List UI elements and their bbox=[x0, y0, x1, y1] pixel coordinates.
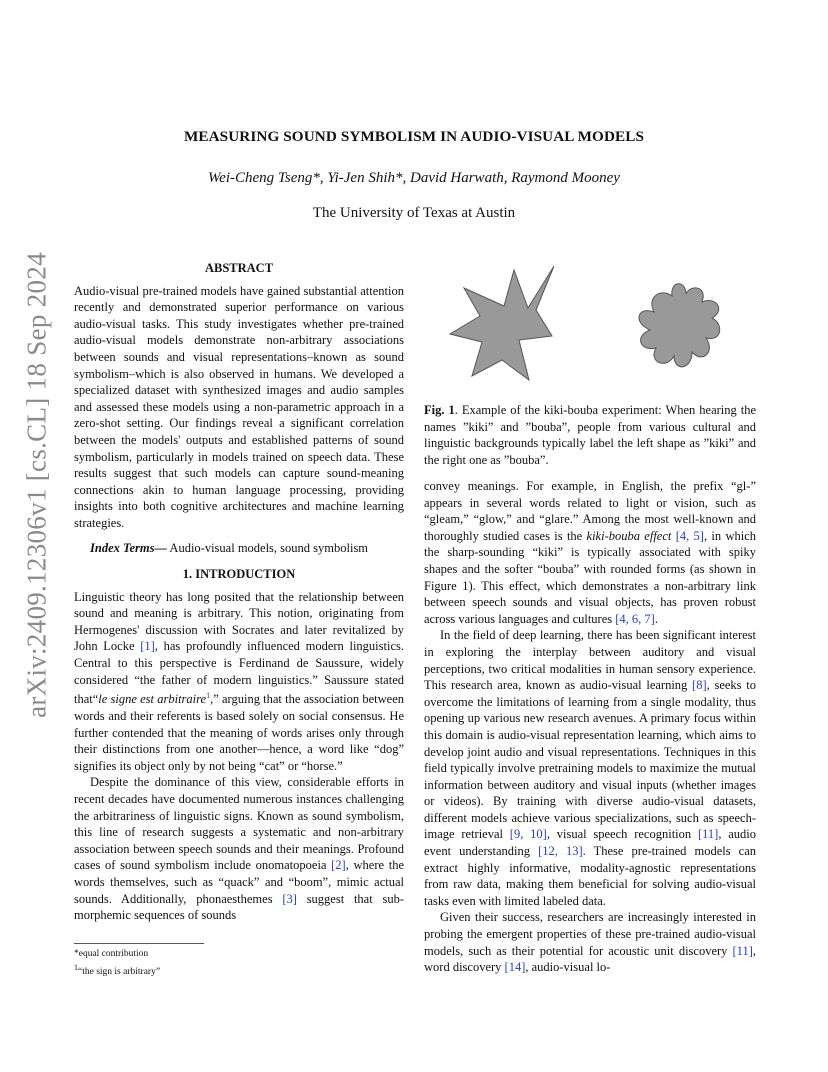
caption-label: Fig. 1 bbox=[424, 403, 455, 417]
citation-link[interactable]: [12, 13] bbox=[538, 844, 583, 859]
citation-link[interactable]: [1] bbox=[140, 639, 155, 654]
text-run: ,” arguing that the association between words and their referents is based solely on social consensus. He further contended that the meaning of words arises only through their distinctions from one another—hence, a word like “dog” signifies its object only by not being “cat” or “horse.” bbox=[74, 692, 404, 773]
left-column bbox=[74, 260, 404, 924]
text-run: In the field of deep learning, there has been significant interest in exploring the interplay between auditory and visual perceptions, two critical modalities in human sensory experience. This research area, known as audio-visual learning bbox=[424, 628, 756, 693]
intro-paragraph-2 bbox=[74, 774, 404, 923]
text-run: suggest that sub-morphemic sequences of sounds bbox=[74, 891, 404, 923]
citation-link[interactable]: [4, 5] bbox=[671, 528, 704, 543]
citation-link[interactable]: [3] bbox=[282, 891, 297, 906]
footnote-text: “the sign is arbitrary” bbox=[78, 967, 161, 978]
text-run: , visual speech recognition bbox=[546, 827, 698, 842]
footnote-link[interactable]: 1 bbox=[206, 691, 211, 701]
right-paragraph-1 bbox=[424, 478, 756, 627]
figure-shapes bbox=[424, 258, 756, 398]
text-run: , audio-visual lo- bbox=[525, 960, 611, 975]
text-run: Linguistic theory has long posited that the relationship between sound and meaning is arbitrary. This notion, originating from Hermogenes' discussion with Socrates and later revitalized by John Locke bbox=[74, 589, 404, 654]
kiki-bouba-term: kiki-bouba effect bbox=[586, 528, 672, 543]
kiki-bouba-figure bbox=[424, 258, 756, 398]
text-run: . bbox=[654, 611, 658, 626]
citation-link[interactable]: [11] bbox=[697, 827, 719, 842]
text-run: , audio event understanding bbox=[424, 827, 757, 859]
footnote-mark: 1 bbox=[74, 963, 78, 972]
right-paragraph-2 bbox=[424, 627, 756, 909]
affiliation: The University of Texas at Austin bbox=[312, 205, 516, 221]
footnote-equal-contribution: *equal contribution bbox=[74, 949, 149, 959]
citation-link[interactable]: [11] bbox=[732, 943, 753, 958]
kiki-spiky-shape bbox=[450, 266, 554, 380]
footnotes bbox=[74, 943, 404, 979]
text-run: , has profoundly influenced modern linguistics. Central to this perspective is Ferdinand de Saussure, widely considered “the father of modern linguistics.” Saussure stated that“ bbox=[74, 639, 404, 707]
text-run: Given their success, researchers are increasingly interested in probing the emergent properties of these pre-trained audio-visual models, such as their potential for acoustic unit discovery bbox=[424, 910, 756, 958]
author-list: Wei-Cheng Tseng*, Yi-Jen Shih*, David Harwath, Raymond Mooney bbox=[208, 170, 620, 186]
right-column bbox=[424, 478, 756, 976]
paper-title: MEASURING SOUND SYMBOLISM IN AUDIO-VISUAL MODELS bbox=[183, 128, 645, 145]
intro-paragraph-1 bbox=[74, 589, 404, 775]
citation-link[interactable]: [8] bbox=[692, 678, 707, 693]
text-run: , seeks to overcome the limitations of learning from a single modality, thus opening up various new research avenues. A primary focus within this domain is audio-visual representation learning, which aims to develop joint audio and visual representations. Techniques in this field typically involve pretraining models to maximize the mutual information between auditory and visual inputs (whether images or videos). By training with diverse audio-visual datasets, different models achieve various specializations, such as speech-image retrieval bbox=[424, 678, 756, 842]
latin-quote: le signe est arbitraire bbox=[98, 692, 207, 707]
footnote-1 bbox=[74, 961, 404, 979]
index-terms-text: Audio-visual models, sound symbolism bbox=[166, 540, 369, 555]
caption-text: . Example of the kiki-bouba experiment: When hearing the names ”kiki” and ”bouba”, people from various cultural and linguistic backgrounds typically label the left shape as ”kiki” and the right one as ”bouba”. bbox=[424, 403, 757, 467]
arxiv-identifier: arXiv:2409.12306v1 [cs.CL] 18 Sep 2024 bbox=[21, 252, 52, 718]
citation-link[interactable]: [9, 10] bbox=[509, 827, 547, 842]
citation-link[interactable]: [2] bbox=[331, 858, 346, 873]
text-run: . These pre-trained models can extract highly informative, modality-agnostic representations from raw data, making them beneficial for solving audio-visual tasks even with limited labeled data. bbox=[424, 844, 757, 908]
text-run: , where the words themselves, such as “quack” and “boom”, mimic actual sounds. Additionally, phonaesthemes bbox=[74, 858, 404, 906]
footnote-rule bbox=[74, 943, 204, 944]
citation-link[interactable]: [4, 6, 7] bbox=[615, 611, 655, 626]
index-terms bbox=[74, 540, 404, 557]
abstract-heading: ABSTRACT bbox=[204, 261, 274, 275]
text-run: Despite the dominance of this view, considerable efforts in recent decades have documented numerous instances challenging the arbitrariness of linguistic signs. Known as sound symbolism, this line of research suggests a systematic and non-arbitrary association between speech sounds and their meanings. Profound cases of sound symbolism include onomatopoeia bbox=[74, 775, 404, 873]
text-run: , word discovery bbox=[424, 943, 756, 975]
citation-link[interactable]: [14] bbox=[504, 960, 526, 975]
text-run: , in which the sharp-sounding “kiki” is typically associated with spiky shapes and the softer “bouba” with rounded forms (as shown in Figure 1). This effect, which demonstrates a non-arbitrary link between speech sounds and visual objects, has proven robust across various languages and cultures bbox=[424, 528, 756, 626]
intro-heading: 1. INTRODUCTION bbox=[182, 567, 296, 582]
bouba-rounded-shape bbox=[639, 284, 720, 367]
arxiv-side-label bbox=[21, 252, 52, 718]
figure-caption bbox=[424, 402, 756, 468]
right-paragraph-3 bbox=[424, 909, 756, 975]
abstract-text: Audio-visual pre-trained models have gained substantial attention recently and demonstrated superior performance on various audio-visual tasks. This study investigates whether pre-trained audio-visual models demonstrate non-arbitrary associations between sounds and visual representations–known as sound symbolism–which is also observed in humans. We developed a specialized dataset with synthesized images and audio samples and assessed these models using a non-parametric approach in a zero-shot setting. Our findings reveal a significant correlation between the models' outputs and established patterns of sound symbolism, particularly in models trained on speech data. These results suggest that such models can capture sound-meaning connections akin to human language processing, providing insights into both cognitive architectures and machine learning strategies. bbox=[74, 283, 404, 530]
index-terms-label: Index Terms— bbox=[90, 540, 167, 555]
text-run: convey meanings. For example, in English, the prefix “gl-” appears in several words related to light or vision, such as “gleam,” “glow,” and “glare.” Among the most well-known and thoroughly studied cases is the bbox=[424, 479, 756, 543]
